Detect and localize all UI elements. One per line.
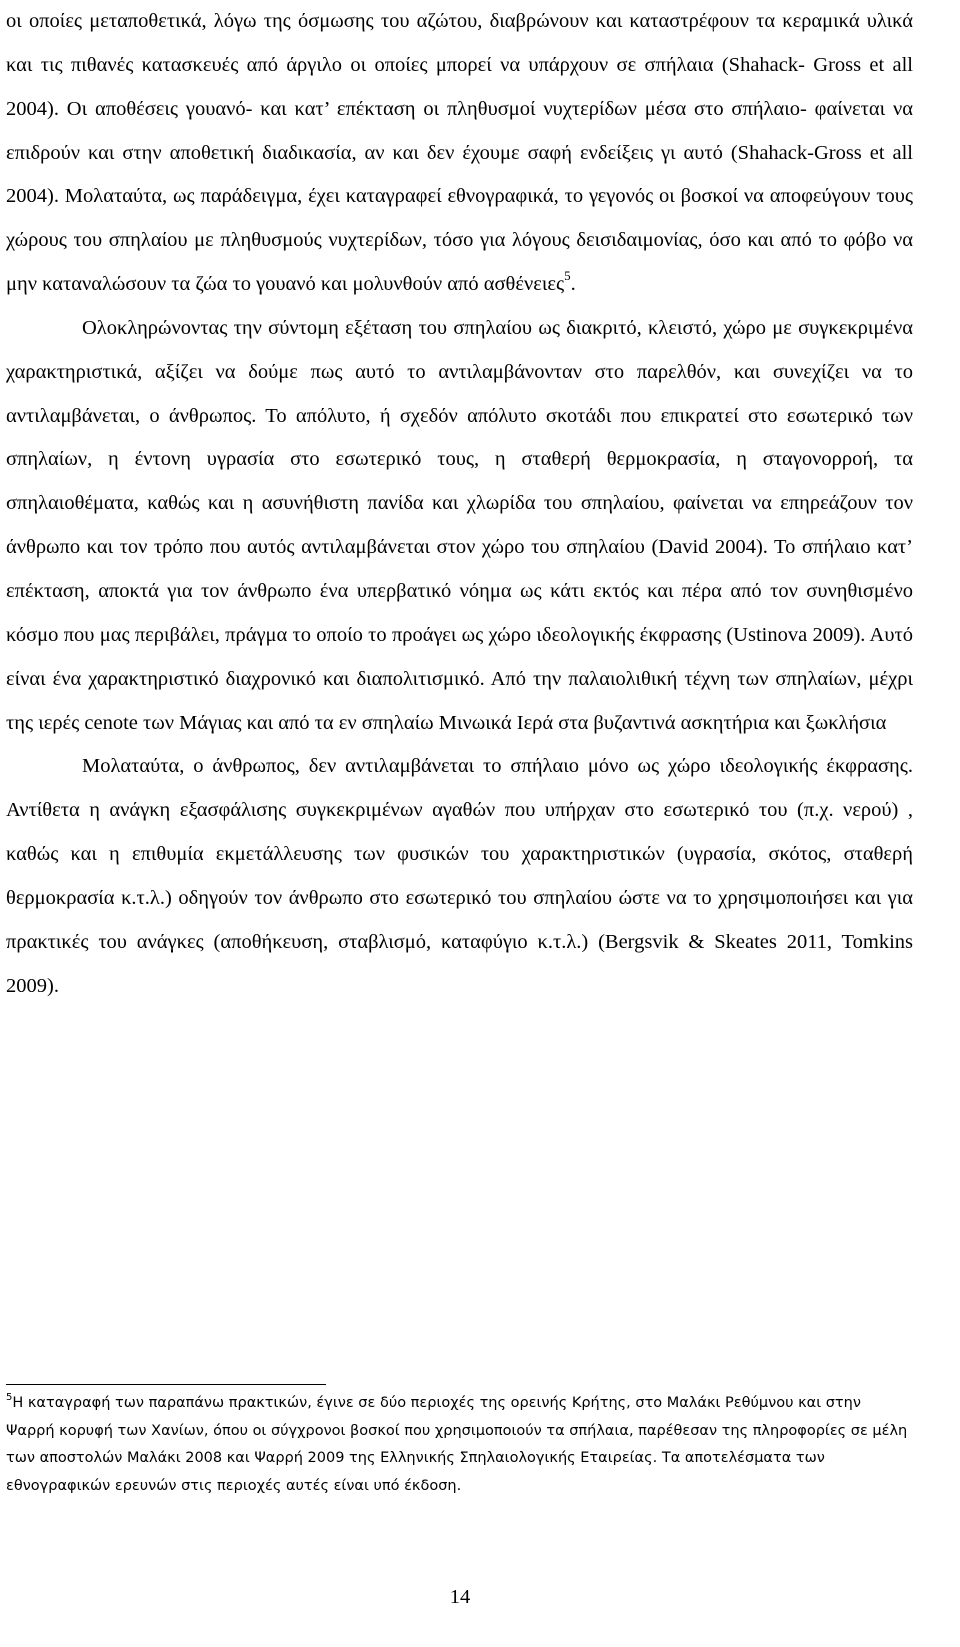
footnote-separator [6,1384,326,1385]
footnote-text: Η καταγραφή των παραπάνω πρακτικών, έγινε σε δύο περιοχές της ορεινής Κρήτης, στο Μαλάκι Ρεθύμνου και στην Ψαρρή κορυφή των Χανίων, όπου οι σύγχρονοι βοσκοί που χρησιμοποιούν τα σπήλαια, παρέθεσαν της πληροφορίες σε μέλη των αποστολών Μαλάκι 2008 και Ψαρρή 2009 της Ελληνικής Σπηλαιολογικής Εταιρείας. Τα αποτελέσματα των εθνογραφικών ερευνών στις περιοχές αυτές είναι υπό έκδοση. [6,1395,908,1494]
body-text [6,0,913,1008]
carryover-paragraph [6,0,913,307]
page-number: 14 [449,1586,471,1608]
paragraph-2: Ολοκληρώνοντας την σύντομη εξέταση του σπηλαίου ως διακριτό, κλειστό, χώρο με συγκεκριμένα χαρακτηριστικά, αξίζει να δούμε πως αυτό το αντιλαμβάνονταν στο παρελθόν, και συνεχίζει να το αντιλαμβάνεται, ο άνθρωπος. Το απόλυτο, ή σχεδόν απόλυτο σκοτάδι που επικρατεί στο εσωτερικό των σπηλαίων, η έντονη υγρασία στο εσωτερικό τους, η σταθερή θερμοκρασία, η σταγονορροή, τα σπηλαιοθέματα, καθώς και η ασυνήθιστη πανίδα και χλωρίδα του σπηλαίου, φαίνεται να επηρεάζουν τον άνθρωπο και τον τρόπο που αυτός αντιλαμβάνεται στον χώρο του σπηλαίου (David 2004). Το σπήλαιο κατ’ επέκταση, αποκτά για τον άνθρωπο ένα υπερβατικό νόημα ως κάτι εκτός και πέρα από τον συνηθισμένο κόσμο που μας περιβάλει, πράγμα το οποίο το προάγει ως χώρο ιδεολογικής έκφρασης (Ustinova 2009). Αυτό είναι ένα χαρακτηριστικό διαχρονικό και διαπολιτισμικό. Από την παλαιολιθική τέχνη των σπηλαίων, μέχρι της ιερές cenote των Μάγιας και από τα εν σπηλαίω Μινωικά Ιερά στα βυζαντινά ασκητήρια και ξωκλήσια [6,316,913,734]
carryover-paragraph-end: . [570,273,576,296]
footnote [6,1390,913,1500]
footnote-reference: 5 [564,268,571,284]
footnote-mark: 5 [6,1392,13,1403]
paragraph-3: Μολαταύτα, ο άνθρωπος, δεν αντιλαμβάνεται το σπήλαιο μόνο ως χώρο ιδεολογικής έκφρασης. Αντίθετα η ανάγκη εξασφάλισης συγκεκριμένων αγαθών που υπήρχαν στο εσωτερικό του (π.χ. νερού) , καθώς και η επιθυμία εκμετάλλευσης των φυσικών του χαρακτηριστικών (υγρασία, σκότος, σταθερή θερμοκρασία κ.τ.λ.) οδηγούν τον άνθρωπο στο εσωτερικό του σπηλαίου ώστε να το χρησιμοποιήσει και για πρακτικές του ανάγκες (αποθήκευση, σταβλισμό, καταφύγιο κ.τ.λ.) (Bergsvik & Skeates 2011, Tomkins 2009). [6,755,913,997]
carryover-paragraph-text: οι οποίες μεταποθετικά, λόγω της όσμωσης του αζώτου, διαβρώνουν και καταστρέφουν τα κεραμικά υλικά και τις πιθανές κατασκευές από άργιλο οι οποίες μπορεί να υπάρχουν σε σπήλαια (Shahack- Gross et all 2004). Οι αποθέσεις γουανό- και κατ’ επέκταση οι πληθυσμοί νυχτερίδων μέσα στο σπήλαιο- φαίνεται να επιδρούν και στην αποθετική διαδικασία, αν και δεν έχουμε σαφή ενδείξεις γι αυτό (Shahack-Gross et all 2004). Μολαταύτα, ως παράδειγμα, έχει καταγραφεί εθνογραφικά, το γεγονός οι βοσκοί να αποφεύγουν τους χώρους του σπηλαίου με πληθυσμούς νυχτερίδων, τόσο για λόγους δεισιδαιμονίας, όσο και από το φόβο να μην καταναλώσουν τα ζώα το γουανό και μολυνθούν από ασθένειες [6,10,913,296]
